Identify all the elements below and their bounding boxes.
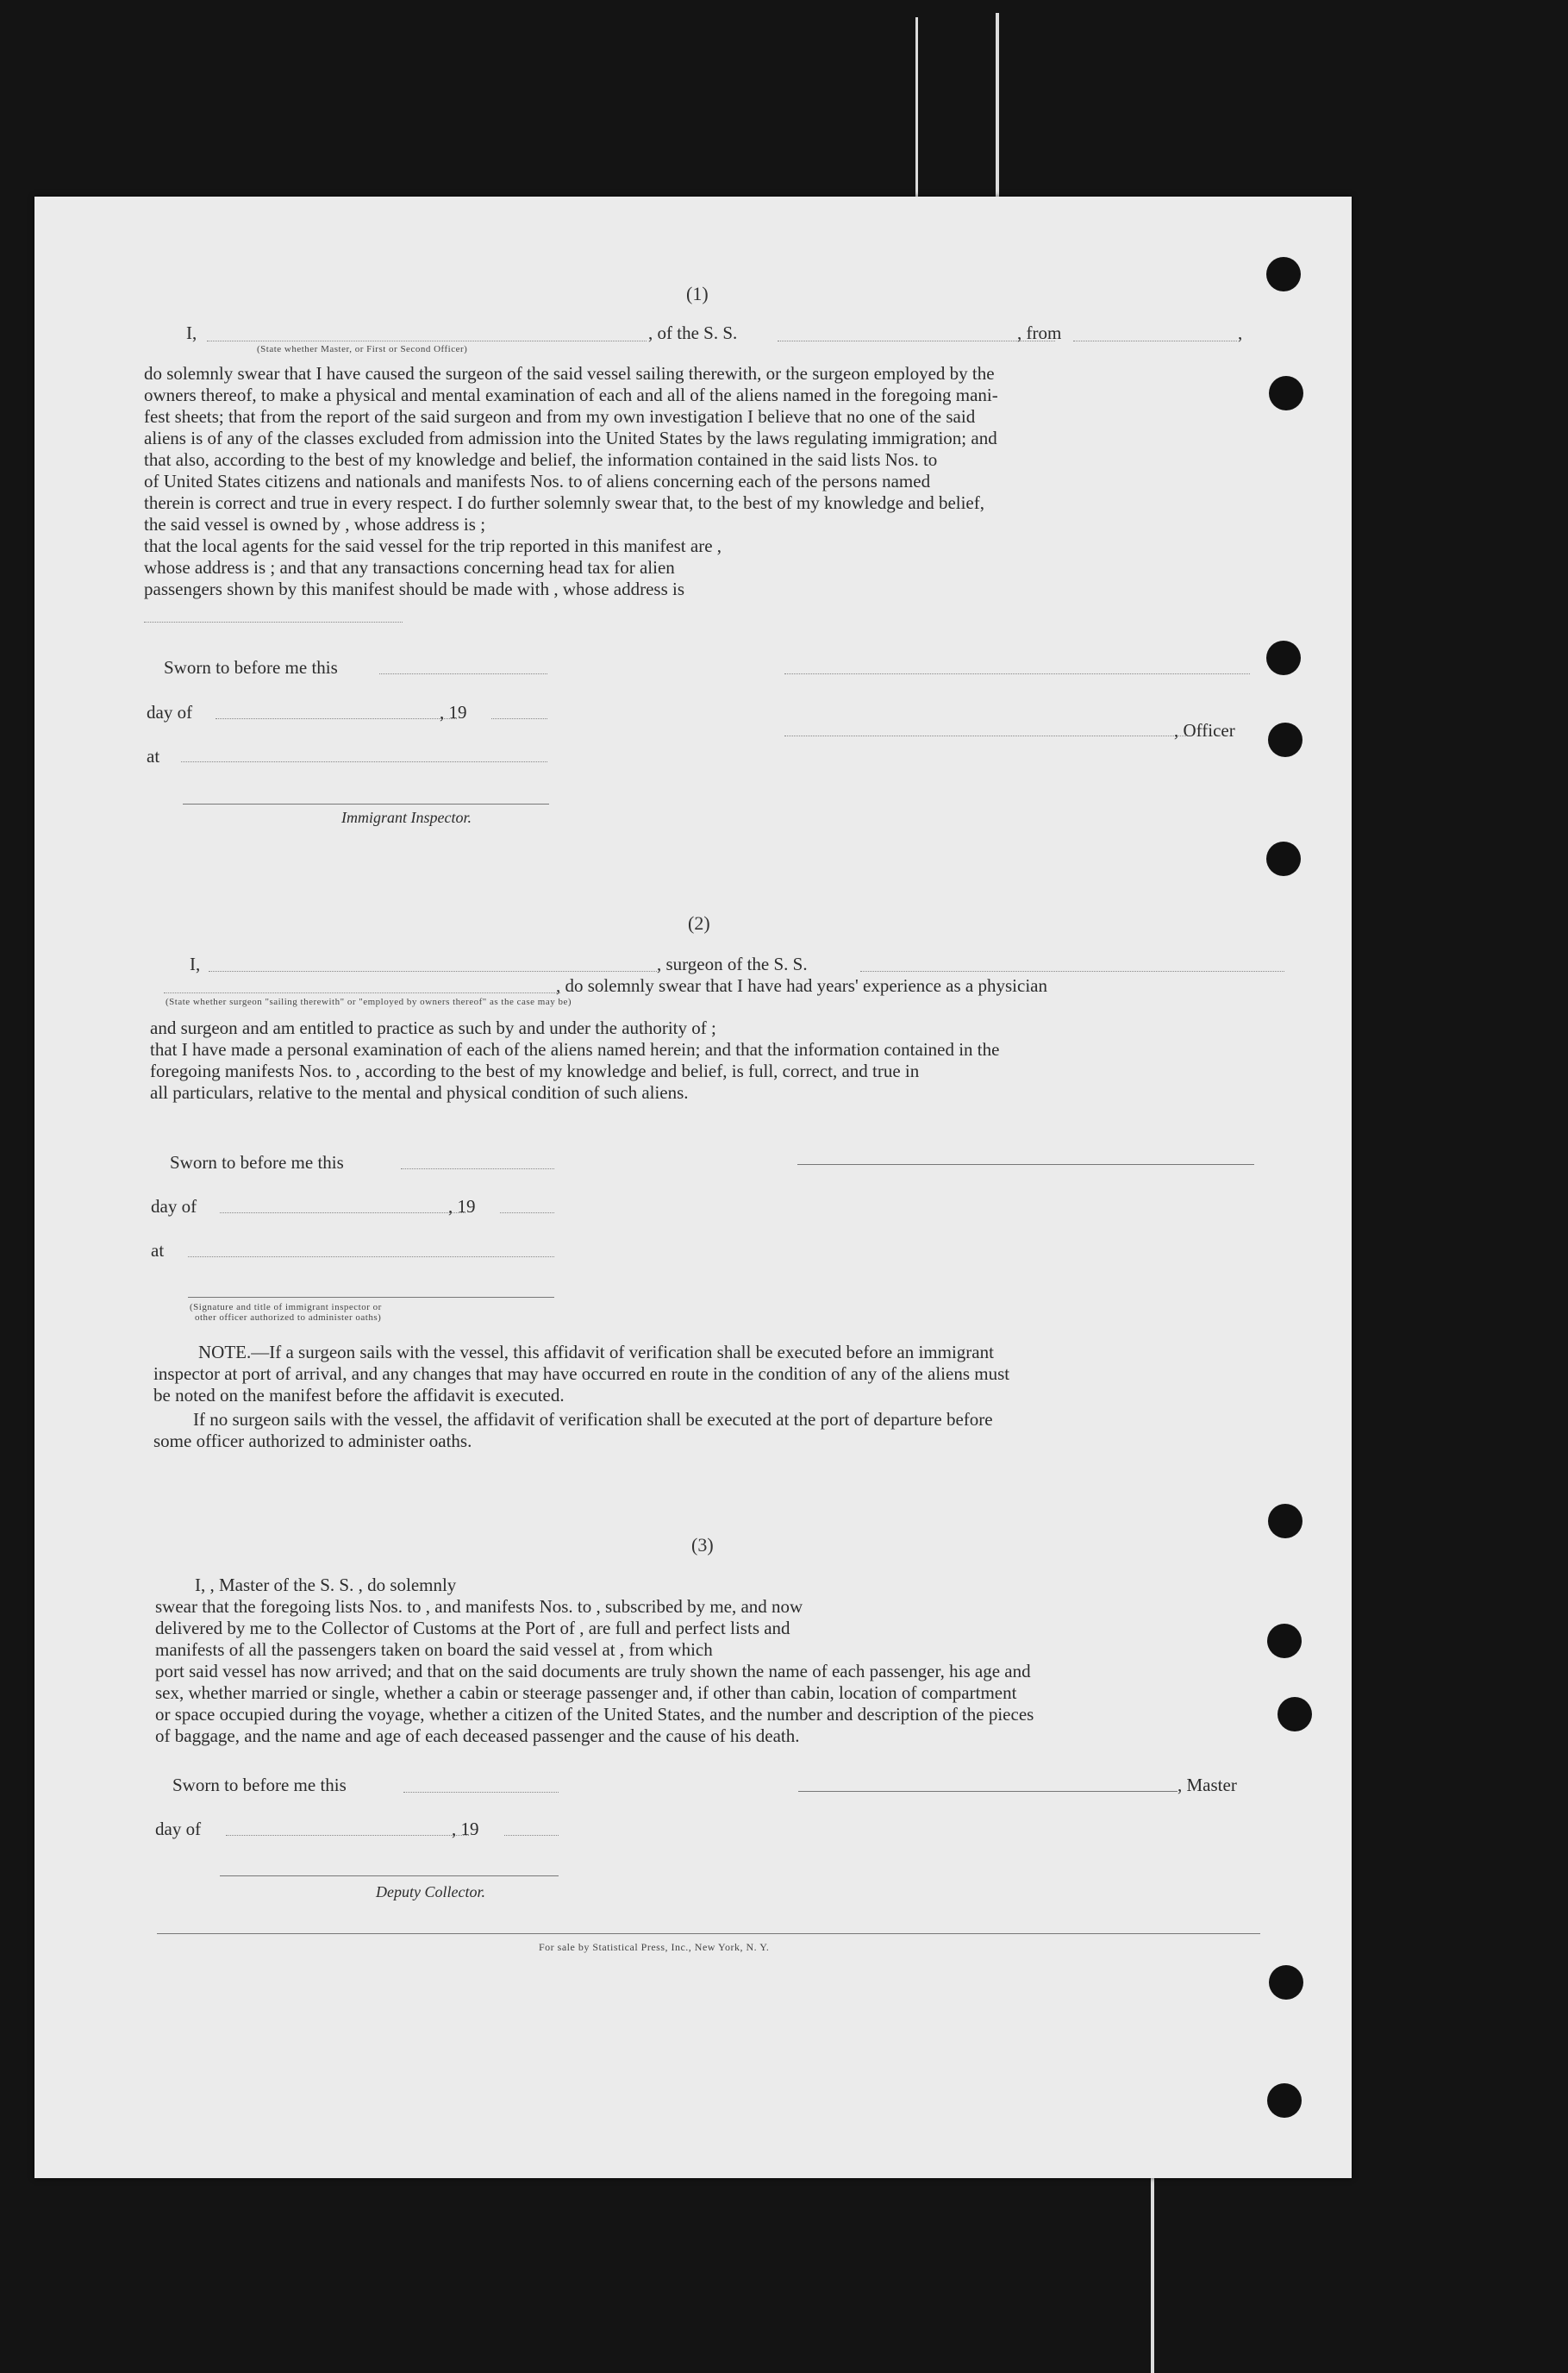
s1-officer-label: , Officer <box>1174 720 1235 741</box>
s3-body-line: swear that the foregoing lists Nos. to , and manifests Nos. to , subscribed by me, and now <box>155 1596 803 1617</box>
s2-body-line: foregoing manifests Nos. to , according to the best of my knowledge and belief, is full, correct, and true in <box>150 1061 920 1081</box>
s3-sworn-blank <box>403 1791 559 1793</box>
binder-hole <box>1269 376 1303 410</box>
s1-body-line: the said vessel is owned by , whose address is ; <box>144 514 486 535</box>
s2-note-line: If no surgeon sails with the vessel, the affidavit of verification shall be executed at the port of departure before <box>193 1409 993 1430</box>
s1-from-blank <box>1073 340 1237 341</box>
binder-hole <box>1266 641 1301 675</box>
s3-body-line: port said vessel has now arrived; and that on the said documents are truly shown the name of each passenger, his age and <box>155 1661 1031 1681</box>
section-3-number: (3) <box>691 1534 714 1556</box>
s2-body-line: that I have made a personal examination of each of the aliens named herein; and that the information contained in the <box>150 1039 1000 1060</box>
section-2-number: (2) <box>688 912 710 934</box>
s2-day-of-label: day of <box>151 1196 197 1217</box>
binder-hole <box>1278 1697 1312 1731</box>
s1-year-label: , 19 <box>440 702 467 723</box>
s1-body-line: therein is correct and true in every respect. I do further solemnly swear that, to the best of my knowledge and belief, <box>144 492 984 513</box>
s2-body-line: and surgeon and am entitled to practice as such by and under the authority of ; <box>150 1017 716 1038</box>
s2-years-line: , do solemnly swear that I have had years' experience as a physician <box>556 975 1047 996</box>
s1-sworn-label: Sworn to before me this <box>164 657 338 678</box>
s1-inspector-label: Immigrant Inspector. <box>341 809 472 826</box>
s1-from: , from <box>1017 322 1062 343</box>
s2-i-label: I, <box>190 954 201 974</box>
s1-body-line: that the local agents for the said vessel for the trip reported in this manifest are , <box>144 535 722 556</box>
binder-hole <box>1266 842 1301 876</box>
s1-address-blank <box>144 621 403 623</box>
s2-sworn-blank <box>401 1168 554 1169</box>
s1-sworn-blank <box>379 673 547 674</box>
s1-body-line: whose address is ; and that any transactions concerning head tax for alien <box>144 557 675 578</box>
s2-note-line: inspector at port of arrival, and any changes that may have occurred en route in the condition of any of the aliens must <box>153 1363 1010 1384</box>
s2-year-blank <box>500 1212 554 1213</box>
s2-year-label: , 19 <box>448 1196 476 1217</box>
s2-signature-line <box>188 1296 554 1298</box>
s1-body-line: fest sheets; that from the report of the said surgeon and from my own investigation I believe that no one of the said <box>144 406 976 427</box>
s2-surgeon-blank <box>209 970 657 972</box>
s2-sworn-label: Sworn to before me this <box>170 1152 344 1173</box>
s3-master-signature-line <box>798 1790 1178 1792</box>
s2-surgeon-signature-line <box>797 1163 1254 1165</box>
s1-day-of-label: day of <box>147 702 193 723</box>
s2-ship-blank <box>860 970 1284 972</box>
s2-note-line: some officer authorized to administer oaths. <box>153 1431 472 1451</box>
s2-at-blank <box>188 1255 554 1257</box>
s1-body-line: of United States citizens and nationals and manifests Nos. to of aliens concerning each of the persons named <box>144 471 931 492</box>
film-scratch-line <box>996 13 999 198</box>
s2-signature-hint-2: other officer authorized to administer oaths) <box>195 1312 382 1323</box>
s3-body-line: of baggage, and the name and age of each deceased passenger and the cause of his death. <box>155 1725 800 1746</box>
s3-year-label: , 19 <box>452 1819 479 1839</box>
s3-collector-label: Deputy Collector. <box>376 1883 485 1900</box>
s1-officer-blank <box>207 340 647 341</box>
s1-at-label: at <box>147 746 160 767</box>
binder-hole <box>1267 1624 1302 1658</box>
section-1-number: (1) <box>686 283 709 304</box>
binder-hole <box>1268 723 1303 757</box>
s2-note-line: NOTE.—If a surgeon sails with the vessel, this affidavit of verification shall be executed before an immigrant <box>198 1342 994 1362</box>
s1-at-blank <box>181 761 547 762</box>
s1-year-blank <box>491 717 547 719</box>
s2-day-blank <box>220 1212 465 1213</box>
binder-hole <box>1269 1965 1303 2000</box>
s1-body-line: owners thereof, to make a physical and mental examination of each and all of the aliens named in the foregoing mani- <box>144 385 998 405</box>
s1-body-line: do solemnly swear that I have caused the surgeon of the said vessel sailing therewith, or the surgeon employed by the <box>144 363 995 384</box>
s1-inspector-signature-line <box>183 803 549 805</box>
s2-name-blank <box>164 992 560 993</box>
s2-note-line: be noted on the manifest before the affidavit is executed. <box>153 1385 565 1406</box>
film-scratch-line <box>1151 2173 1154 2373</box>
s2-at-label: at <box>151 1240 165 1261</box>
s2-surgeon-hint: (State whether surgeon "sailing therewith" or "employed by owners thereof" as the case may be) <box>166 997 572 1007</box>
s1-body-line: aliens is of any of the classes excluded from admission into the United States by the laws regulating immigration; and <box>144 428 997 448</box>
manifest-affidavit-sheet <box>34 197 1352 2178</box>
s1-i-label: I, <box>186 322 197 343</box>
binder-hole <box>1266 257 1301 291</box>
s3-master-label: , Master <box>1178 1775 1237 1795</box>
s3-day-of-label: day of <box>155 1819 202 1839</box>
binder-hole <box>1268 1504 1303 1538</box>
s3-body-line: I, , Master of the S. S. , do solemnly <box>195 1575 457 1595</box>
s3-year-blank <box>504 1834 559 1836</box>
s3-sworn-label: Sworn to before me this <box>172 1775 347 1795</box>
s1-officer-hint: (State whether Master, or First or Second Officer) <box>257 344 468 354</box>
s1-officer-signature-blank <box>784 735 1190 736</box>
s2-surgeon-of: , surgeon of the S. S. <box>657 954 808 974</box>
film-scratch-line <box>915 17 918 198</box>
footer-rule <box>157 1932 1260 1934</box>
s3-day-blank <box>226 1834 469 1836</box>
s3-body-line: sex, whether married or single, whether a cabin or steerage passenger and, if other than cabin, location of compartment <box>155 1682 1017 1703</box>
s1-ship-blank <box>778 340 1055 341</box>
s1-day-blank <box>216 717 457 719</box>
s1-of-ss: , of the S. S. <box>648 322 738 343</box>
s1-signature-blank <box>784 673 1250 674</box>
s3-body-line: delivered by me to the Collector of Customs at the Port of , are full and perfect lists and <box>155 1618 790 1638</box>
s1-body-line: passengers shown by this manifest should be made with , whose address is <box>144 579 684 599</box>
s1-body-line: that also, according to the best of my knowledge and belief, the information contained in the said lists Nos. to <box>144 449 938 470</box>
footer-printer-note: For sale by Statistical Press, Inc., New York, N. Y. <box>539 1941 770 1953</box>
s2-body-line: all particulars, relative to the mental and physical condition of such aliens. <box>150 1082 689 1103</box>
s3-collector-signature-line <box>220 1875 559 1876</box>
s1-from-end: , <box>1238 322 1243 343</box>
s3-body-line: or space occupied during the voyage, whether a citizen of the United States, and the number and description of the pieces <box>155 1704 1034 1725</box>
s3-body-line: manifests of all the passengers taken on board the said vessel at , from which <box>155 1639 713 1660</box>
s2-signature-hint-1: (Signature and title of immigrant inspector or <box>190 1302 382 1312</box>
binder-hole <box>1267 2083 1302 2118</box>
